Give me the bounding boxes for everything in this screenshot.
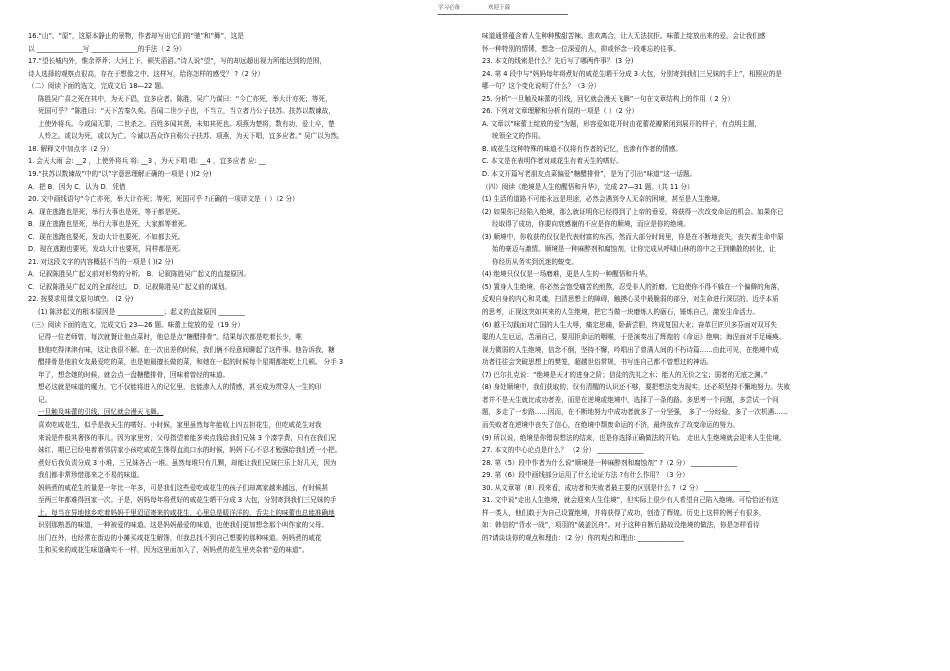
text-line: 的?请谈谈你的观点和理由：（2 分）你的观点和理由: ______________ — [482, 533, 685, 542]
text-line: 27. 本文的中心论点是什么？ （2 分） ______________ — [482, 446, 644, 455]
text-line: 1. 会天大雨 会: __2 ，上使外将兵 将: __3 ，为天下唱 唱: __4 ，宜多应者 应: __ — [28, 157, 266, 166]
text-line: 24. 第 4 段中与“妈妈每年将煮好的咸花生晒干分成 3 大包，分别寄到我们三兄妹的手上”，相照应的是 — [482, 69, 782, 78]
text-line: 上使外将兵。今或闻无罪，二世杀之。百姓多闻其贤，未知其死也。项燕为楚将，数有功，爱士卒，楚 — [38, 119, 335, 128]
text-line: 功者往往会突破思想上的樊笼，超越世俗常规，书写连自己都不曾想过的神话。 — [482, 358, 713, 367]
text-line: 26. 下列对文章理解和分析有误的一项是（ ）（2 分） — [482, 107, 639, 116]
text-line: 上。每当在异地他乡吃着妈妈千里迢迢寄来的咸花生，心里总是暖洋洋的，舌尖上的味蕾也总能准确地 — [38, 508, 335, 517]
text-line: A. 文章以“味蕾上绽放的爱”为题，形容爱如花开时由花蕾花瓣紧闭到展开的样子，有点明主题， — [482, 119, 762, 128]
text-line: 22. 按要求用课文原句填空。 (2 分) — [28, 295, 134, 304]
text-line: 反观自身的内心和灵魂，扫清思想上的障碍，触摸心灵中最脆弱的部分，对生命进行深层的、近乎本质 — [482, 295, 779, 304]
text-line: (9) 所以说，绝境是你错误想法的结束，也是你选择正确做法的开始。 走出人生绝境就会迎来人生佳境。 — [482, 433, 786, 442]
text-line: 19.“扶苏以数谏故”中的“以”字意思理解正确的一项是 ( )(2 分) — [28, 170, 212, 179]
text-line: C．记叙陈胜吴广起义的全部经过。 D．记叙陈胜吴广起义前的谋划。 — [28, 282, 231, 291]
text-line: 始的豪迈与激情。顺境是一种麻醉剂和腐蚀剂，让你完成从呼啸山林的兽中之王到懒散的转化，让 — [492, 245, 776, 254]
text-line: 而失败者在逆境中丧失了信心，在绝境中颓废命运的不济，最终放弃了改变命运的努力。 — [482, 420, 740, 429]
text-line: C．现在逃跑也要死，发动大计也要死，不如都去死。 — [28, 232, 185, 241]
text-line: 记得一位老师曾，每次就餐让他点菜时，他总是点“糖醋排骨”。结果每次都是吃着长少，唯 — [38, 333, 302, 342]
text-line: 统领全文的作用。 — [492, 132, 545, 141]
text-line: (5) 置身人生绝境，你必然会饱受痛苦的煎熬，忍受非人的折磨。它迫使你不得不躲在一个偏僻的角落， — [482, 282, 784, 291]
text-line: A．把 B．因为 C．认为 D．凭借 — [28, 182, 126, 191]
text-line: 识别那熟悉的味道，一种被爱的味道。这是妈妈最爱的味道，也使我们更加想念那个叫作家的父母。 — [38, 521, 329, 530]
text-line: C. 本文是在表明作者对咸花生有着天生的嗜好。 — [482, 157, 623, 166]
text-line: 想必这就是味道的魔力，它不仅能将进入的记忆里，也能渗入人的情感，甚至成为贯穿人一生的印 — [38, 383, 322, 392]
text-line: (8) 身处顺境中，我们获取的，仅有清醒的认识还不够，要把想法变为现实，还必须坚持不懈地努力。失败 — [482, 383, 791, 392]
text-line: (3) 顺境中，你收获的仅仅是代表财富的东西，然而大部分时间里，你是在不断地丧失，丧失着生命中原 — [482, 232, 784, 241]
text-line: 喜欢吃咸花生，似乎是我天生的嗜好。小时候，家里虽然每年能收上四五担花生，但吃咸花生对我 — [38, 420, 322, 429]
text-line: 者并不是天生就比成功者差，而是在逆境或绝境中，选择了一条的路。多思考一个问题，多尝试一个问 — [482, 395, 779, 404]
text-line: 记。 — [38, 395, 52, 404]
text-line: B．现在逃跑也是死，举行大事也是死，大家都等着死。 — [28, 220, 191, 229]
text-line: B. 咸花生这种特殊的味道不仅将有作者的记忆，也渗有作者的情感。 — [482, 144, 682, 153]
text-line: D. 本文开篇写老朋友点菜偏爱“糖醋排骨”，是为了引出“味道”这一话题。 — [482, 170, 697, 179]
text-line: D．现在逃跑也要死，发动大计也要死，同样都是死。 — [28, 245, 185, 254]
header-rule — [438, 14, 568, 15]
text-line: 人怜之。或以为死，或以为亡。今诚以吾众诈自称公子扶苏、项燕，为天下唱，宜多应者。” 吴广以为然。 — [38, 132, 344, 141]
text-line: (6) 越王勾践面对亡国的人生大辱，痛定思痛，卧薪尝胆，终成复国大业；奋革巨匠贝多芬面对双耳失 — [482, 320, 777, 329]
text-line: 一旦触及味蕾的引线，回忆就会漫天飞舞。 — [38, 408, 164, 417]
text-line: 的思考，正视这突如其来的人生绝境，把它当做一块磨炼人的砺石，锤炼自己，激发生命活力。 — [482, 308, 759, 317]
text-line: 煮好后我负责分成 3 小堆，三兄妹各占一堆。虽然每堆只有几颗，却能让我们兄妹仨乐上好几天，因为 — [38, 458, 337, 467]
text-line: (1) 陈涉起义的根本原因是 ______________；起义的直接原因 ________ — [38, 308, 245, 317]
text-line: 20. 文中画线语句“今亡亦死，举大计亦死；等死，死国可乎 ?正确的一项译文是（ ）（2 分） — [28, 195, 299, 204]
text-line: （三）阅读下面的选文，完成文后 23—26 题。味蕾上绽放的爱（19 分） — [28, 320, 245, 329]
text-line: 妹红、期已已经电着着邻居家小孩吃咸花生馋得直流口水的时候，妈妈下心不忍才勉强给我们煮一小把。 — [38, 446, 342, 455]
text-line: (2) 如果你已经陷入绝境，那么就证明你已经得到了上帝的垂爱，将获得一次改变命运的机会。如果你已 — [482, 207, 784, 216]
text-line: (1) 生活的道路不可能永远是坦途，必然会遇到令人无奈的困境，甚至是人生绝境。 — [482, 195, 725, 204]
text-line: 经取得了成功，你要向衰感谢的不应是你的顺境，而应是你的绝境。 — [492, 220, 690, 229]
text-line: 年了，想念她的时候，就会点一盘糖醋排骨，回味着曾经的味道。 — [38, 370, 230, 379]
text-line: 你经历从务实到沉迷的蜕变。 — [492, 257, 578, 266]
text-line: (7) 巴尔扎克说：“绝境是天才的进身之阶；信徒的洗礼之水；能人的无价之宝；弱者的无底之渊。” — [482, 370, 768, 379]
text-line: 18. 解释文中加点字（2 分） — [28, 144, 113, 153]
right-column — [482, 30, 928, 544]
text-line: 25. 分析“一旦触及味蕾的引线，回忆就会漫天飞舞”一句在文章结构上的作用（ 2 分） — [482, 94, 734, 103]
text-line: （四）阅读《绝境是人生的醒悟和升华》，完成 27—31 题。（共 11 分） — [482, 182, 694, 191]
text-line: 16.“山”、“原”，这原本静止的景物，作者却写出它们的“驰”和“舞”，这是 — [28, 32, 244, 40]
text-line: 样一类人，他们敢于为自己设置绝境，并将获得了成功，创造了辉煌。历史上这样的例子有很多， — [482, 508, 766, 517]
text-line: A．现在逃跑也是死，举行大事也是死，等于都是死。 — [28, 207, 185, 216]
text-line: 生和买来的咸花生味道确实不一样，因为这里面加入了，妈妈煮的花生里夹杂着“爱的味道”。 — [38, 546, 309, 555]
text-line: 聪的人生厄运，苦涌自己，要用拒命运的咽喉，于是演奏出了辉煌的《命运》绝响；海涅面对手足瘫痪、 — [482, 333, 786, 342]
text-line: (4) 绝境只仅仅是一场磨难，更是人生的一种醒悟和升华。 — [482, 270, 652, 279]
text-line: 诗人选择的观察点很高，存在于想像之中。这样写，给你怎样的感受？ ?（2 分） — [28, 69, 265, 78]
text-line: 30. 从文章第（8）段来看，成功者和失败者最主要的区别是什么 ?（2 分） ______________ — [482, 483, 751, 492]
text-line: A．记叙陈胜吴广起义前对形势的分析。 B．记叙陈胜吴广起义的直接原因。 — [28, 270, 251, 279]
text-line: 陈胜吴广喜之死在其中，为天下倡，宜多应者。陈胜、吴广乃谋曰：“今亡亦死，举大计亦死；等死， — [38, 94, 332, 103]
text-line: 妈妈煮的咸花生的量是一年比一年多，可是我们这些爱吃咸花生的孩子们却离家越来越远，有时候甚 — [38, 483, 329, 492]
text-line: 我们都非常珍惜那来之不易的味道。 — [38, 471, 144, 480]
text-line: 至两三年都难得回家一次。于是，妈妈每年将煮好的咸花生晒干分成 3 大包，分别寄到我们三兄妹的手 — [38, 496, 337, 505]
text-line: 死国可乎？”陈胜曰：“天下苦秦久矣。吾闻二世少子也，不当立，当立者乃公子扶苏。扶苏以数谏故， — [38, 107, 335, 116]
text-line: 21. 对这段文字的内容概括不当的一项是 ( )(2 分) — [28, 257, 174, 266]
text-line: 怀一种特别的情愫，想念一位深爱的人，抑或怀念一段难忘的往事。 — [482, 44, 680, 53]
page-header — [438, 3, 568, 15]
left-column — [28, 30, 460, 557]
header-right-text: 欢迎下载 — [488, 5, 511, 11]
text-line: （二）阅读下面的选文，完成文后 18—22 题。 — [28, 82, 168, 91]
text-line: 31. 文中说“走出人生绝境，就会迎来人生佳境”，但实际上很少有人希望自己陷入绝境。可恰恰还有这 — [482, 496, 779, 505]
text-line: 29. 第（6）段中画线部分运用了什么论证方法 ?有什么作用？（3 分） — [482, 471, 689, 480]
text-line: 来说是件极其奢侈的事儿。因为家里穷，父母指望着能多卖点钱给我们兄妹 3 个凑学费，只有在我们兄 — [38, 433, 337, 442]
text-line: 哪一句？这个变化说明了什么？（3 分） — [482, 82, 601, 91]
text-line: 以 ______________写 ______________的手法（ 2 分） — [28, 44, 186, 53]
text-line: 出门在外，也经常在街边的小摊买咸花生解馋，但我总找不到自己想要的那种味道。妈妈煮的咸花 — [38, 533, 322, 542]
text-line: 23. 本文的线索是什么？先后写了哪两件事？ (3 分) — [482, 57, 634, 66]
text-line: 独他吃得津津有味，这让我很不解。在一次出差的时候，我们俩不经意间聊起了这件事。他告诉我，糖 — [38, 345, 335, 354]
text-line: 28. 第（5）段中作者为什么说“顺境是一种麻醉剂和腐蚀剂” ?（2 分） ______________ — [482, 458, 738, 467]
text-line: 醋排骨是他前女友最爱吃的菜，也是她最擅长做的菜，和她在一起的时候每个星期都能吃上几顿。 分手 3 — [38, 358, 344, 367]
text-line: 题，多走了一步路……因而，在不断地努力中成功者就多了一分坚强， 多了一分经验，多了一次机遇…… — [482, 408, 788, 417]
text-line: 17.“望长城内外，惟余莽莽；大河上下，顿失滔滔。”诗人说“望”，写的却远超出视力所能达到的范围， — [28, 57, 326, 66]
text-line: 如：韩信的“背水一战”，项羽的“破釜沉舟”。对于这种自断后路故设绝境的做法，你是怎样看待 — [482, 521, 760, 530]
text-line: 味道通常蕴含着人生种种酸甜苦辣、悲欢离合，让人无法抗拒。味蕾上绽放出来的爱，会让我们感 — [482, 32, 766, 40]
header-left-text: 学习必备 — [438, 5, 461, 11]
text-line: 视力微弱的人生绝境，信念不倒，坚持不懈，吟唱出了曾满人间的不朽诗篇……由此可见，在绝境中成 — [482, 345, 779, 354]
